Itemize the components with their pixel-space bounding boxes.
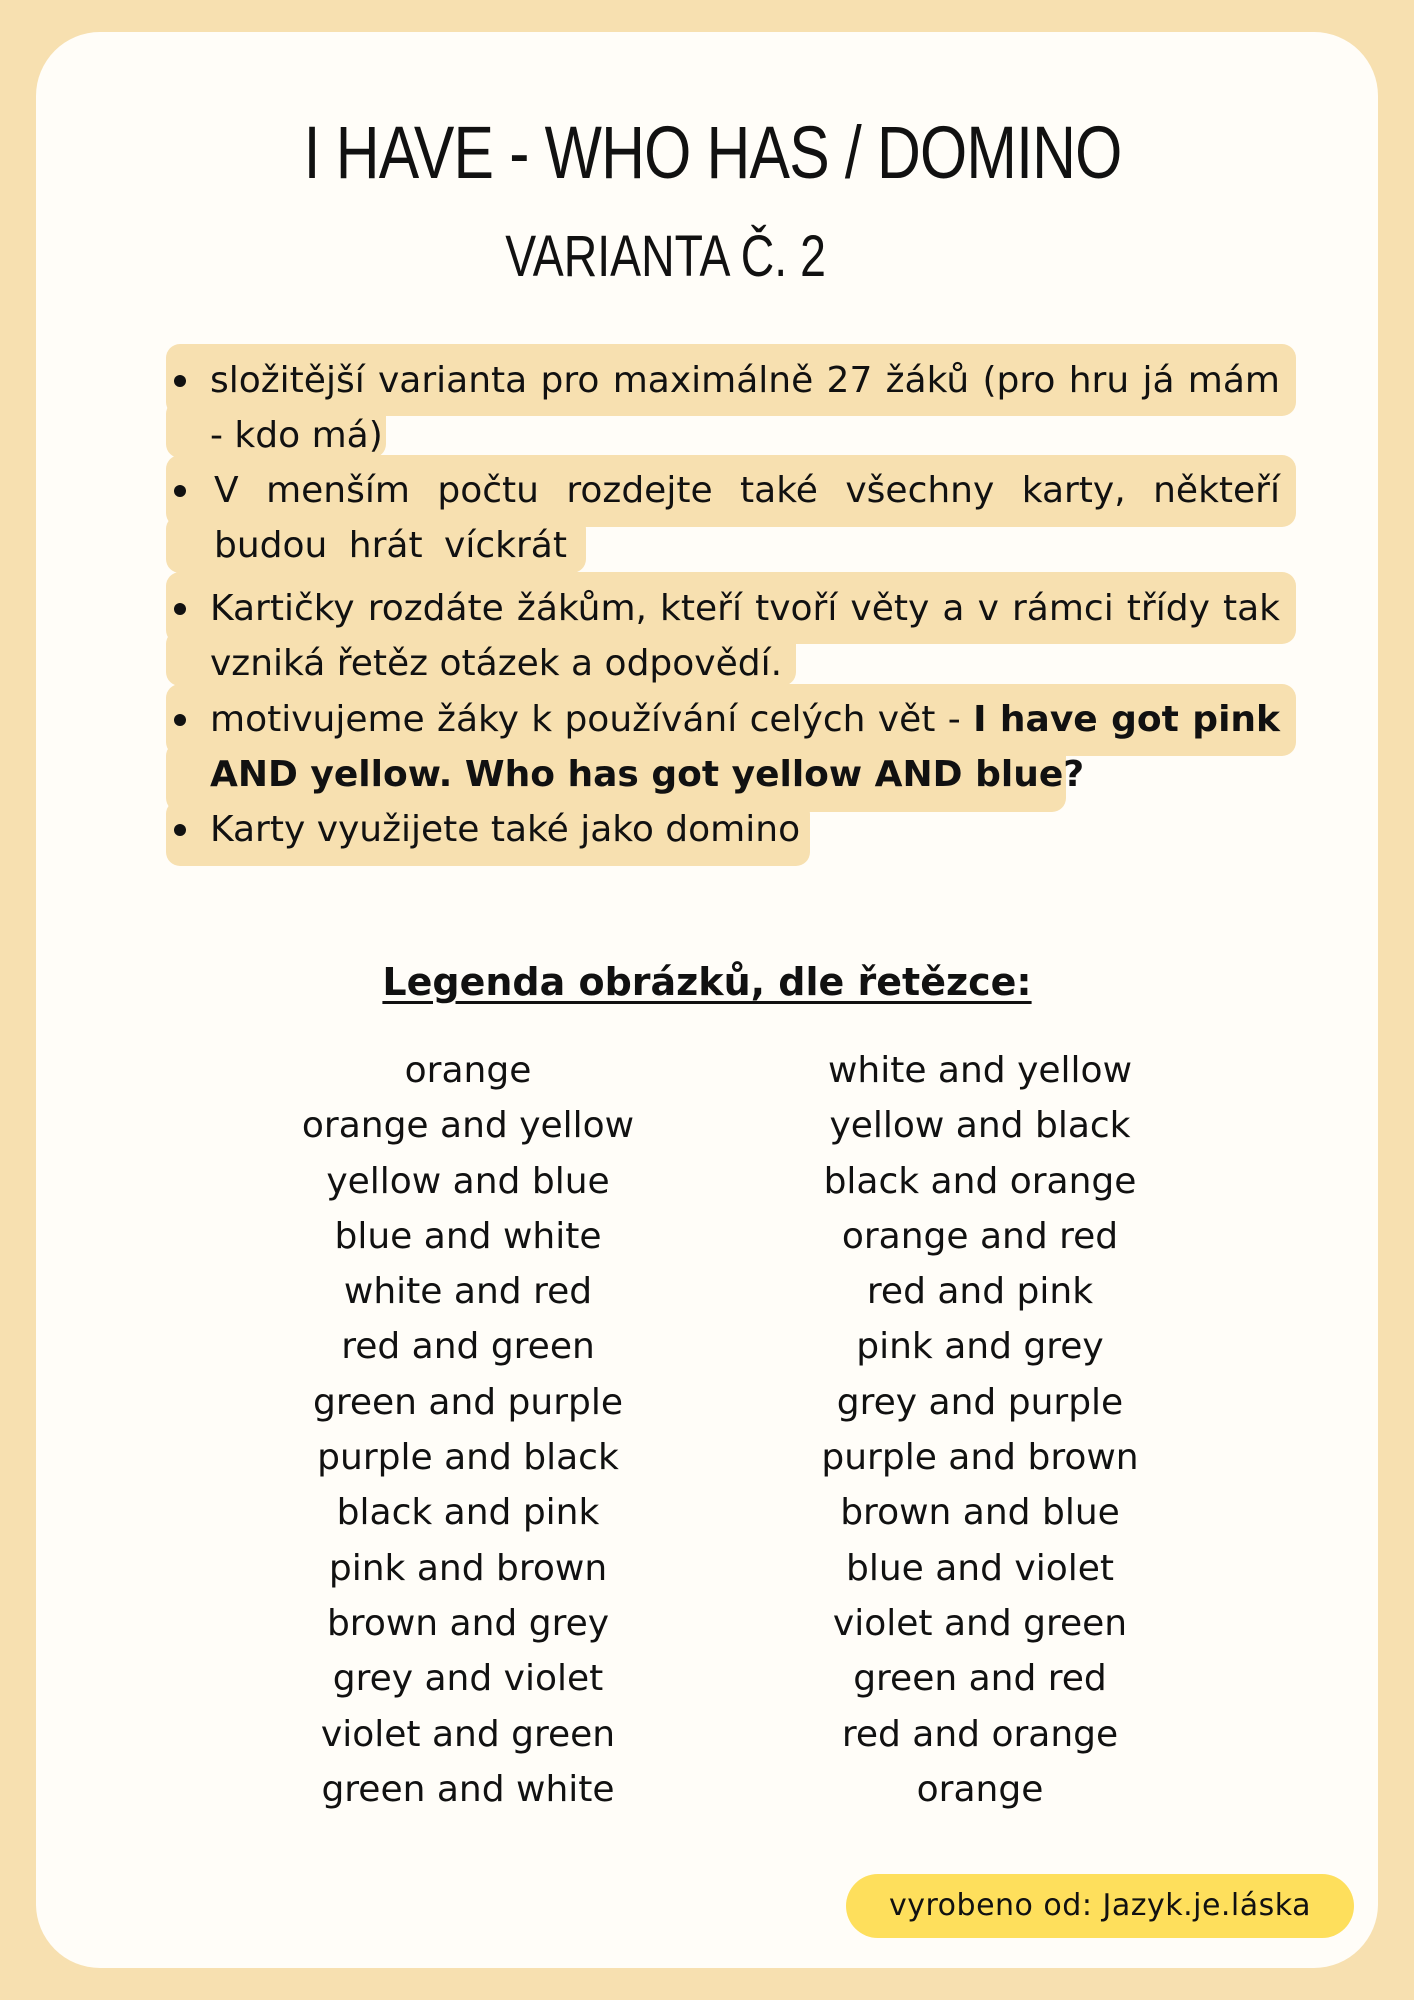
legend-item: grey and purple: [836, 1381, 1124, 1423]
legend-item: pink and brown: [328, 1547, 608, 1589]
legend-item: white and red: [343, 1271, 593, 1313]
legend-item: brown and blue: [840, 1492, 1120, 1534]
bullet-text: Karty využijete také jako domino: [210, 809, 801, 850]
legend-item: violet and green: [320, 1713, 616, 1755]
bullet-dot: [174, 375, 186, 387]
bullet-dot: [174, 824, 186, 836]
legend-item: pink and grey: [856, 1326, 1104, 1368]
bullet-item: [166, 692, 1280, 802]
bullet-text: Kartičky rozdáte žákům, kteří tvoří věty a v rámci třídy tak vzniká řetěz otázek a odpovědí.: [210, 588, 1280, 684]
legend-item: purple and black: [317, 1437, 619, 1479]
bullet-text: motivujeme žáky k používání celých vět -: [210, 699, 974, 740]
bullet-text-wrap: [210, 692, 1280, 802]
bullet-item: [166, 353, 1280, 463]
legend-item: black and pink: [336, 1492, 600, 1534]
legend-item: purple and brown: [821, 1437, 1139, 1479]
instructions-list: [0, 0, 1414, 900]
credit-badge: vyrobeno od: Jazyk.je.láska: [846, 1874, 1354, 1938]
bullet-dot: [174, 714, 186, 726]
legend-item: orange: [404, 1050, 532, 1091]
legend-item: red and pink: [866, 1271, 1094, 1313]
bullet-item: [166, 463, 1280, 573]
legend-item: blue and violet: [845, 1547, 1115, 1589]
legend-item: black and orange: [823, 1160, 1137, 1202]
legend-right-column: [750, 1043, 1210, 1817]
bullet-bold-text: I have got pink AND yellow. Who has got yellow AND blue?: [210, 699, 1280, 795]
legend-item: brown and grey: [326, 1602, 610, 1644]
legend-title: Legenda obrázků, dle řetězce:: [382, 960, 1032, 1004]
legend-item: orange: [916, 1768, 1044, 1810]
legend-left-column: [238, 1043, 698, 1817]
legend-item: orange and yellow: [301, 1105, 635, 1147]
bullet-dot: [174, 603, 186, 615]
legend-item: green and purple: [312, 1381, 624, 1423]
bullet-text: složitější varianta pro maximálně 27 žáků (pro hru já mám - kdo má): [210, 360, 1280, 456]
legend-item: green and white: [321, 1768, 615, 1810]
legend-item: orange and red: [841, 1215, 1119, 1257]
bullet-item: [166, 581, 1280, 691]
legend-item: yellow and blue: [326, 1160, 610, 1202]
legend-item: yellow and black: [829, 1105, 1131, 1147]
page-title: I HAVE - WHO HAS / DOMINO: [303, 111, 1122, 194]
legend-item: blue and white: [334, 1215, 602, 1257]
legend-item: red and orange: [841, 1713, 1119, 1755]
page-subtitle: VARIANTA Č. 2: [505, 224, 826, 289]
legend-item: white and yellow: [827, 1050, 1133, 1091]
legend-item: red and green: [341, 1326, 595, 1368]
bullet-text: V menším počtu rozdejte také všechny karty, někteří budou hrát víckrát: [214, 470, 1280, 566]
bullet-dot: [174, 485, 186, 497]
legend-item: grey and violet: [332, 1658, 604, 1700]
bullet-item: [166, 802, 1280, 857]
legend-item: violet and green: [832, 1602, 1128, 1644]
legend-item: green and red: [853, 1658, 1107, 1700]
